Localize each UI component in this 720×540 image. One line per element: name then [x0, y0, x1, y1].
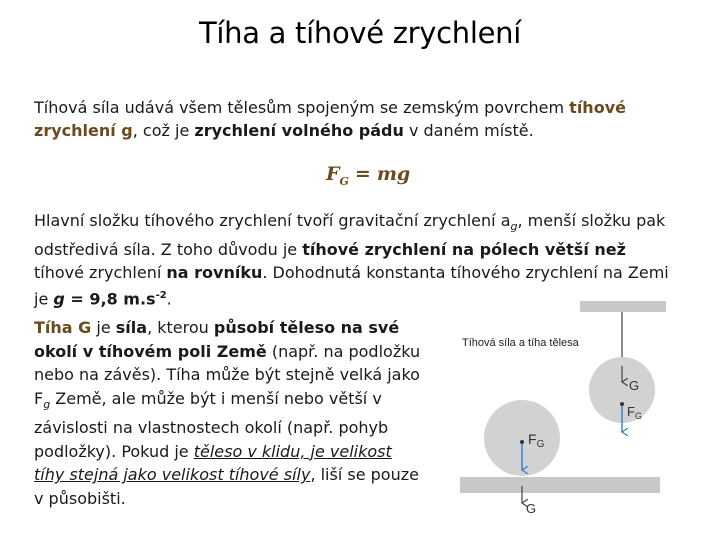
formula-lhs: F — [326, 163, 340, 185]
page-title: Tíha a tíhové zrychlení — [199, 16, 521, 50]
text-span: , což je — [132, 121, 195, 140]
label-fg-ball-sub: G — [536, 439, 545, 450]
paragraph-weight — [34, 316, 426, 510]
label-g-top: G — [629, 378, 640, 393]
label-fg-right-sub: G — [634, 411, 642, 421]
text-span: tíhové zrychlení — [34, 263, 167, 283]
highlight-term: Tíha G — [34, 318, 92, 337]
text-span: Hlavní složku tíhového zrychlení tvoří gravitační zrychlení a — [34, 211, 511, 230]
bold-term: zrychlení volného pádu — [194, 121, 404, 140]
ball-center-dot — [620, 402, 624, 406]
text-span: Země, ale může být i menší nebo větší v závislosti na vlastnostech okolí (např. pohyb podložky). Pokud je — [34, 388, 389, 461]
paragraph-components — [34, 209, 670, 311]
label-fg-right-main: F — [627, 404, 635, 419]
text-span: , menší složku pak odstředivá síla. Z toho důvodu je — [34, 211, 666, 260]
bold-term: = 9,8 m.s — [64, 289, 156, 309]
formula-lhs-sub: G — [339, 174, 349, 188]
highlight-term: tíhové zrychlení g — [34, 98, 626, 140]
text-span: Tíhová síla udává všem tělesům spojeným se zemským povrchem — [34, 98, 570, 117]
text-span: v daném místě. — [403, 121, 534, 140]
text-span: je — [91, 318, 116, 337]
text-span: . — [166, 289, 172, 309]
bold-italic-symbol: g — [53, 289, 65, 309]
label-fg-ball-main: F — [528, 431, 537, 447]
bold-term: působí těleso na své okolí v tíhovém poli Země — [34, 318, 400, 361]
bold-term: tíhové zrychlení na pólech větší než — [302, 240, 626, 260]
bold-term: síla — [115, 318, 148, 337]
subscript: g — [510, 220, 518, 234]
text-span: , kterou — [147, 318, 214, 337]
weight-figure — [440, 300, 680, 525]
formula — [326, 163, 410, 188]
superscript: -2 — [155, 290, 167, 302]
subscript: g — [43, 397, 51, 411]
text-span: , liší se pouze v působišti. — [34, 465, 419, 508]
text-span: . Dohodnutá konstanta tíhového zrychlení na Zemi je — [34, 263, 669, 309]
figure-caption: Tíhová síla a tíha tělesa — [462, 337, 579, 349]
text-span: (např. na podložku nebo na závěs). Tíha může být stejně velká jako F — [34, 341, 421, 408]
ground-ball-center-dot — [520, 440, 524, 444]
formula-rhs: mg — [376, 163, 411, 185]
paragraph-intro — [34, 96, 704, 142]
label-g-bottom: G — [526, 501, 537, 516]
ground-surface — [460, 477, 660, 493]
ceiling-bar — [580, 301, 666, 312]
underlined-term: těleso v klidu, je velikost tíhy stejná jako velikost tíhové síly — [34, 441, 392, 485]
formula-equals: = — [354, 163, 371, 185]
bold-term: na rovníku — [166, 263, 263, 283]
